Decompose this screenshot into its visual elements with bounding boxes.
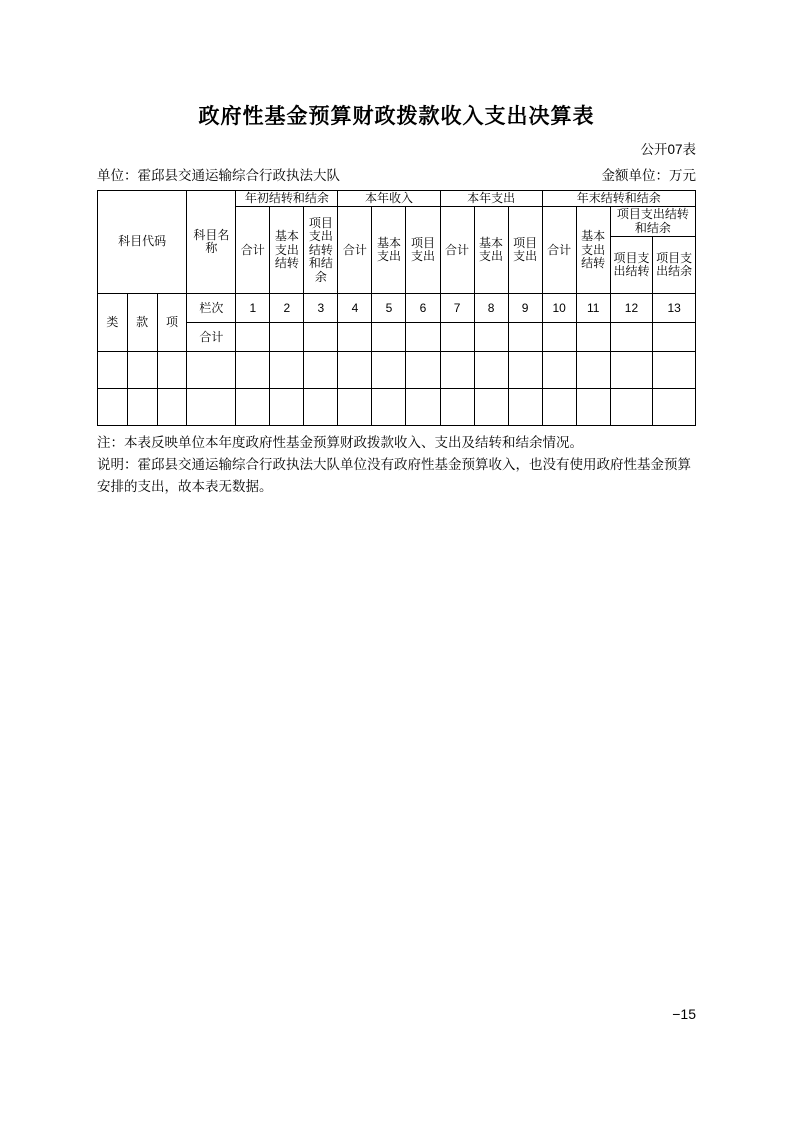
page-title: 政府性基金预算财政拨款收入支出决算表 [198,105,595,128]
header-begin-basic: 基本支出结转 [270,207,304,294]
header-lei: 类 [98,294,128,352]
total-cell-4 [338,323,372,352]
empty-cell [98,352,128,389]
empty-cell [653,352,696,389]
notes-section [97,432,696,497]
header-income-project: 项目支出 [406,207,440,294]
empty-cell [576,352,610,389]
empty-cell [187,389,236,426]
col-num-12: 12 [610,294,653,323]
empty-cell [653,389,696,426]
total-cell-1 [236,323,270,352]
header-end-project-group: 项目支出结转和结余 [610,207,695,237]
empty-cell [304,389,338,426]
total-cell-3 [304,323,338,352]
empty-cell [406,352,440,389]
empty-cell [372,389,406,426]
row-label-total: 合计 [187,323,236,352]
total-cell-6 [406,323,440,352]
empty-cell [474,352,508,389]
empty-cell [508,352,542,389]
col-num-4: 4 [338,294,372,323]
empty-cell [542,352,576,389]
header-begin-project: 项目支出结转和结余 [304,207,338,294]
total-cell-7 [440,323,474,352]
empty-cell [236,389,270,426]
total-cell-10 [542,323,576,352]
header-group-end: 年末结转和结余 [542,191,695,207]
total-cell-12 [610,323,653,352]
header-end-project-surplus: 项目支出结余 [653,237,696,294]
empty-cell [270,389,304,426]
amount-unit-label: 金额单位：万元 [601,168,696,183]
empty-cell [542,389,576,426]
header-kuan: 款 [127,294,157,352]
empty-cell [157,352,187,389]
header-group-income: 本年收入 [338,191,440,207]
note-1: 注：本表反映单位本年度政府性基金预算财政拨款收入、支出及结转和结余情况。 [97,435,583,451]
header-group-expend: 本年支出 [440,191,542,207]
col-num-6: 6 [406,294,440,323]
empty-cell [236,352,270,389]
empty-cell [127,352,157,389]
table-row [98,389,696,426]
header-end-total: 合计 [542,207,576,294]
total-cell-5 [372,323,406,352]
empty-cell [304,352,338,389]
header-income-total: 合计 [338,207,372,294]
row-label-lanci: 栏次 [187,294,236,323]
empty-cell [270,352,304,389]
header-income-basic: 基本支出 [372,207,406,294]
empty-cell [127,389,157,426]
empty-cell [440,352,474,389]
total-cell-13 [653,323,696,352]
total-row [98,323,696,352]
form-number: 公开07表 [640,142,696,157]
empty-cell [187,352,236,389]
empty-cell [610,389,653,426]
empty-cell [338,389,372,426]
col-num-13: 13 [653,294,696,323]
col-num-9: 9 [508,294,542,323]
header-expend-basic: 基本支出 [474,207,508,294]
col-num-5: 5 [372,294,406,323]
empty-cell [157,389,187,426]
col-num-2: 2 [270,294,304,323]
total-cell-2 [270,323,304,352]
empty-cell [440,389,474,426]
empty-cell [508,389,542,426]
header-group-begin: 年初结转和结余 [236,191,338,207]
empty-cell [576,389,610,426]
column-number-row [98,294,696,323]
empty-cell [406,389,440,426]
header-expend-project: 项目支出 [508,207,542,294]
col-num-7: 7 [440,294,474,323]
header-row-groups [98,191,696,207]
header-end-project-carry: 项目支出结转 [610,237,653,294]
col-num-8: 8 [474,294,508,323]
header-code: 科目代码 [98,191,187,294]
col-num-3: 3 [304,294,338,323]
empty-cell [338,352,372,389]
unit-label: 单位：霍邱县交通运输综合行政执法大队 [97,168,340,183]
budget-table [97,190,696,426]
col-num-11: 11 [576,294,610,323]
header-xiang: 项 [157,294,187,352]
header-name: 科目名称 [187,191,236,294]
total-cell-11 [576,323,610,352]
col-num-1: 1 [236,294,270,323]
empty-cell [610,352,653,389]
page-number: −15 [672,1006,696,1022]
note-2: 说明：霍邱县交通运输综合行政执法大队单位没有政府性基金预算收入，也没有使用政府性基金预算安排的支出，故本表无数据。 [97,456,691,494]
empty-cell [98,389,128,426]
empty-cell [372,352,406,389]
col-num-10: 10 [542,294,576,323]
meta-row [97,164,696,184]
total-cell-9 [508,323,542,352]
table-row [98,352,696,389]
header-expend-total: 合计 [440,207,474,294]
total-cell-8 [474,323,508,352]
header-begin-total: 合计 [236,207,270,294]
empty-cell [474,389,508,426]
header-end-basic: 基本支出结转 [576,207,610,294]
